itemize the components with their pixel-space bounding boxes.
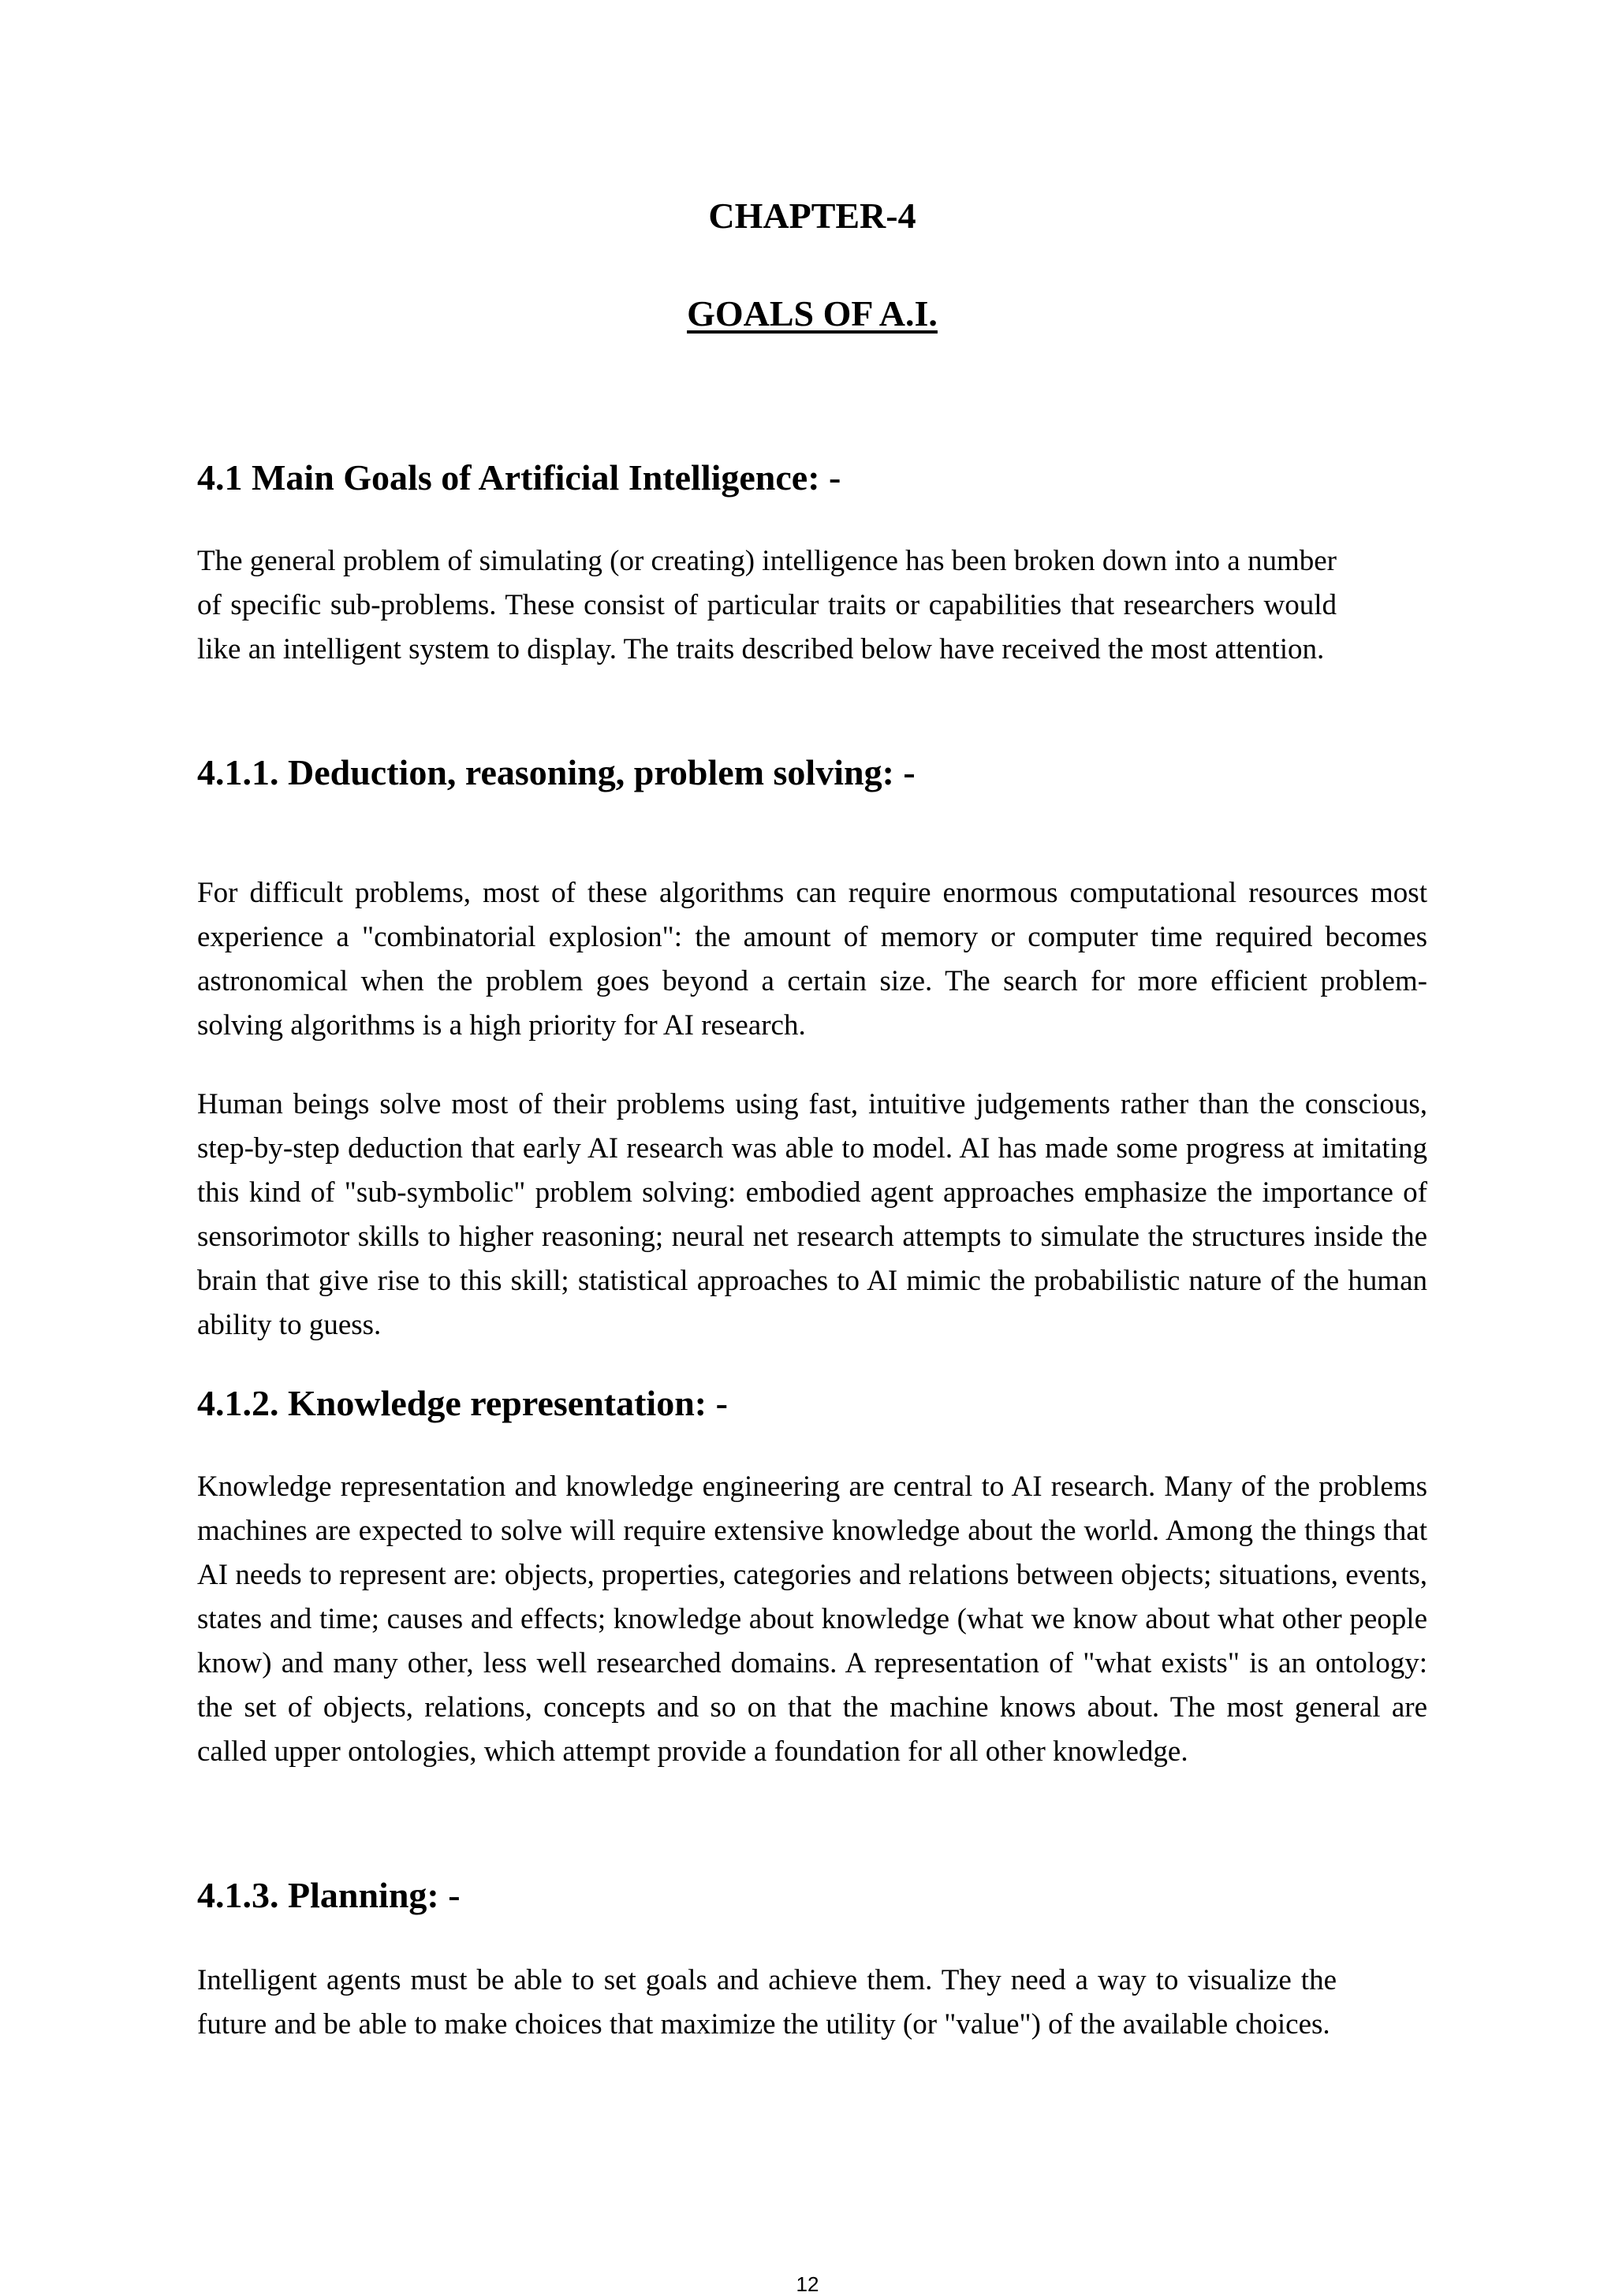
chapter-title-wrap bbox=[197, 292, 1427, 336]
section-4-1-paragraph: The general problem of simulating (or creating) intelligence has been broken down into a number of specific sub-problems. These consist of particular traits or capabilities that researchers would like an intelligent system to display. The traits described below have received the most attention. bbox=[197, 545, 1337, 665]
section-heading-4-1-2: 4.1.2. Knowledge representation: - bbox=[197, 1383, 728, 1423]
section-4-1-1-paragraph-1: For difficult problems, most of these algorithms can require enormous computational resources most experience a "combinatorial explosion": the amount of memory or computer time required becomes astronomical when the problem goes beyond a certain size. The search for more efficient problem-solving algorithms is a high priority for AI research. bbox=[197, 877, 1427, 1042]
section-heading-4-1-3: 4.1.3. Planning: - bbox=[197, 1875, 461, 1915]
section-heading-4-1: 4.1 Main Goals of Artificial Intelligence: - bbox=[197, 457, 841, 498]
chapter-number: CHAPTER-4 bbox=[708, 196, 916, 236]
section-heading-4-1-1: 4.1.1. Deduction, reasoning, problem solving: - bbox=[197, 752, 916, 792]
page-number: 12 bbox=[796, 2272, 819, 2296]
section-4-1-3-paragraph: Intelligent agents must be able to set goals and achieve them. They need a way to visualize the future and be able to make choices that maximize the utility (or "value") of the available choices. bbox=[197, 1964, 1337, 2041]
section-4-1-1-paragraph-2: Human beings solve most of their problems using fast, intuitive judgements rather than the conscious, step-by-step deduction that early AI research was able to model. AI has made some progress at imitating this kind of "sub-symbolic" problem solving: embodied agent approaches emphasize the importance of sensorimotor skills to higher reasoning; neural net research attempts to simulate the structures inside the brain that give rise to this skill; statistical approaches to AI mimic the probabilistic nature of the human ability to guess. bbox=[197, 1088, 1427, 1341]
section-4-1-2-paragraph: Knowledge representation and knowledge engineering are central to AI research. Many of the problems machines are expected to solve will require extensive knowledge about the world. Among the things that AI needs to represent are: objects, properties, categories and relations between objects; situations, events, states and time; causes and effects; knowledge about knowledge (what we know about what other people know) and many other, less well researched domains. A representation of "what exists" is an ontology: the set of objects, relations, concepts and so on that the machine knows about. The most general are called upper ontologies, which attempt provide a foundation for all other knowledge. bbox=[197, 1470, 1427, 1768]
chapter-title: GOALS OF A.I. bbox=[687, 293, 938, 334]
